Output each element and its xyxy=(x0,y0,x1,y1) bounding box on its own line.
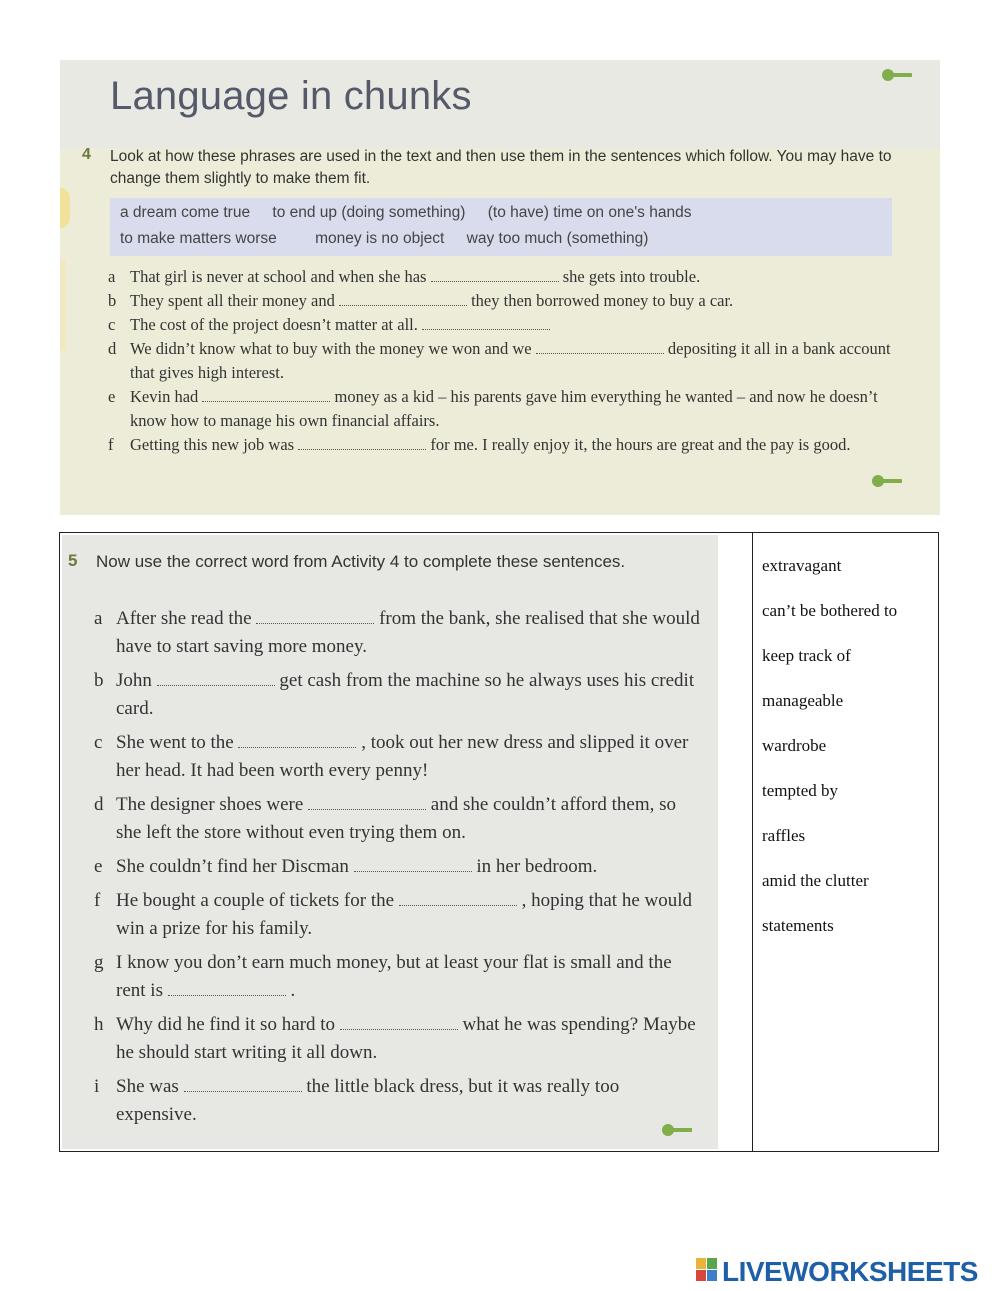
item-text: Why did he find it so hard to xyxy=(116,1014,335,1035)
logo-mark-icon xyxy=(696,1258,718,1282)
item-text: , took out her new dress and slipped it over her head. It had been worth every penny! xyxy=(116,732,689,781)
item-text: I know you don’t earn much money, but at least your flat is small and the rent is xyxy=(116,952,672,1001)
item-text: and she couldn’t afford them, so she left the store without even trying them on. xyxy=(116,794,676,843)
word-bank-item[interactable]: can’t be bothered to xyxy=(762,601,898,620)
list-item xyxy=(94,1011,704,1067)
answer-blank[interactable] xyxy=(339,293,467,306)
item-text: the little black dress, but it was really too expensive. xyxy=(116,1076,620,1125)
column-divider xyxy=(752,533,753,1151)
item-text: Getting this new job was xyxy=(130,435,295,454)
list-item xyxy=(94,887,704,943)
word-bank-item[interactable]: wardrobe xyxy=(762,736,827,755)
list-item xyxy=(94,949,704,1005)
answer-blank[interactable] xyxy=(256,611,374,624)
phrase: way too much (something) xyxy=(466,230,649,247)
item-text: money as a kid – his parents gave him everything he wanted – and now he doesn’t know how to manage his own financial affairs. xyxy=(130,387,878,430)
activity-5-panel xyxy=(62,535,718,1149)
answer-blank[interactable] xyxy=(422,317,550,330)
phrase-box xyxy=(110,198,892,256)
list-item xyxy=(94,667,704,723)
list-item xyxy=(108,337,908,385)
item-letter: g xyxy=(94,952,104,973)
item-letter: d xyxy=(94,794,104,815)
item-text: He bought a couple of tickets for the xyxy=(116,890,395,911)
item-text: The designer shoes were xyxy=(116,794,304,815)
list-item xyxy=(94,605,704,661)
list-item xyxy=(108,385,908,433)
item-text: get cash from the machine so he always uses his credit card. xyxy=(116,670,695,719)
list-item xyxy=(94,791,704,847)
list-item xyxy=(94,729,704,785)
item-letter: b xyxy=(94,670,104,691)
list-item xyxy=(94,853,704,881)
phrase: to make matters worse xyxy=(120,230,277,247)
answer-blank[interactable] xyxy=(399,893,517,906)
word-bank xyxy=(762,555,932,960)
item-text: what he was spending? Maybe he should start writing it all down. xyxy=(116,1014,696,1063)
answer-blank[interactable] xyxy=(340,1017,458,1030)
item-text: We didn’t know what to buy with the money we won and we xyxy=(130,339,532,358)
decorative-strip xyxy=(60,260,66,350)
list-item xyxy=(108,313,908,337)
answer-blank[interactable] xyxy=(298,437,426,450)
activity-4-items xyxy=(108,265,908,457)
answer-blank[interactable] xyxy=(536,341,664,354)
item-text: in her bedroom. xyxy=(476,856,598,877)
phrase: (to have) time on one's hands xyxy=(487,204,692,221)
word-bank-item[interactable]: manageable xyxy=(762,691,844,710)
liveworksheets-logo[interactable] xyxy=(696,1256,996,1286)
item-text: The cost of the project doesn’t matter at all. xyxy=(130,315,418,334)
activity-instruction: Now use the correct word from Activity 4 to complete these sentences. xyxy=(96,552,626,571)
phrase: a dream come true xyxy=(120,204,251,221)
item-text: they then borrowed money to buy a car. xyxy=(471,291,734,310)
answer-blank[interactable] xyxy=(202,389,330,402)
activity-number: 4 xyxy=(82,146,91,163)
word-bank-item[interactable]: extravagant xyxy=(762,556,842,575)
answer-blank[interactable] xyxy=(157,673,275,686)
item-letter: a xyxy=(108,267,116,286)
item-text: That girl is never at school and when she has xyxy=(130,267,427,286)
item-text: She was xyxy=(116,1076,179,1097)
item-text: She went to the xyxy=(116,732,234,753)
section-title: Language in chunks xyxy=(110,74,472,118)
item-letter: a xyxy=(94,608,103,629)
item-letter: e xyxy=(108,387,116,406)
item-letter: c xyxy=(94,732,103,753)
item-letter: f xyxy=(108,435,114,454)
activity-5-items xyxy=(94,605,704,1135)
activity-number: 5 xyxy=(68,551,78,570)
word-bank-item[interactable]: keep track of xyxy=(762,646,851,665)
list-item xyxy=(108,289,908,313)
item-letter: d xyxy=(108,339,117,358)
item-letter: e xyxy=(94,856,103,877)
item-text: Kevin had xyxy=(130,387,199,406)
answer-blank[interactable] xyxy=(238,735,356,748)
activity-4-panel xyxy=(60,60,940,515)
item-letter: f xyxy=(94,890,101,911)
answer-key-icon xyxy=(662,1123,692,1137)
answer-blank[interactable] xyxy=(431,269,559,282)
phrase: to end up (doing something) xyxy=(272,204,466,221)
phrase: money is no object xyxy=(315,230,445,247)
list-item xyxy=(108,265,908,289)
item-text: They spent all their money and xyxy=(130,291,335,310)
word-bank-item[interactable]: statements xyxy=(762,916,834,935)
answer-blank[interactable] xyxy=(184,1079,302,1092)
word-bank-item[interactable]: tempted by xyxy=(762,781,839,800)
phrase-row-2 xyxy=(120,230,666,248)
item-text: for me. I really enjoy it, the hours are great and the pay is good. xyxy=(430,435,851,454)
list-item xyxy=(94,1073,704,1129)
item-text: , hoping that he would win a prize for his family. xyxy=(116,890,693,939)
activity-5-table xyxy=(59,532,939,1152)
item-text: from the bank, she realised that she would have to start saving more money. xyxy=(116,608,700,657)
item-letter: i xyxy=(94,1076,100,1097)
item-text: She couldn’t find her Discman xyxy=(116,856,349,877)
item-text: After she read the xyxy=(116,608,252,629)
answer-blank[interactable] xyxy=(308,797,426,810)
answer-blank[interactable] xyxy=(168,983,286,996)
answer-key-icon xyxy=(882,68,912,82)
item-letter: b xyxy=(108,291,117,310)
answer-blank[interactable] xyxy=(354,859,472,872)
logo-text: LIVEWORKSHEETS xyxy=(722,1256,978,1287)
activity-instruction: Look at how these phrases are used in the text and then use them in the sentences which follow. You may have to change them slightly to make them fit. xyxy=(110,148,892,187)
item-text: . xyxy=(290,980,296,1001)
decorative-tab xyxy=(60,188,70,228)
item-text: she gets into trouble. xyxy=(562,267,701,286)
answer-key-icon xyxy=(872,474,902,488)
item-text: depositing it all in a bank account that gives high interest. xyxy=(130,339,891,382)
word-bank-item[interactable]: raffles xyxy=(762,826,806,845)
item-letter: h xyxy=(94,1014,104,1035)
item-text: John xyxy=(116,670,152,691)
phrase-row-1 xyxy=(120,204,709,222)
item-letter: c xyxy=(108,315,116,334)
word-bank-item[interactable]: amid the clutter xyxy=(762,871,869,890)
list-item xyxy=(108,433,908,457)
